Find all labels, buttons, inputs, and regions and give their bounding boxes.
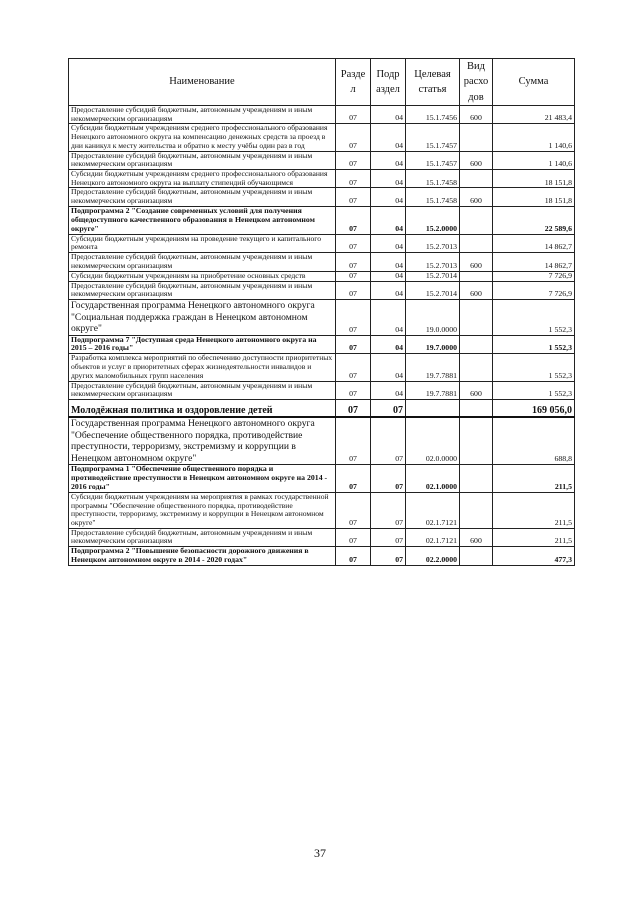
cell-target-article: 02.1.7121 [406, 492, 460, 528]
cell-sum: 22 589,6 [493, 206, 575, 234]
cell-sum: 7 726,9 [493, 271, 575, 281]
table-row [69, 234, 575, 252]
table-row [69, 528, 575, 546]
header-name: Наименование [69, 59, 336, 106]
cell-sum: 1 552,3 [493, 300, 575, 336]
cell-target-article: 15.1.7456 [406, 106, 460, 124]
table-row [69, 300, 575, 336]
cell-subsection: 07 [371, 417, 406, 465]
cell-subsection: 04 [371, 124, 406, 151]
cell-name: Подпрограмма 1 "Обеспечение общественного порядка и противодействие преступности в Ненецком автономном округе на 2014 - 2016 годы" [69, 465, 336, 493]
cell-section: 07 [336, 335, 371, 354]
table-row [69, 206, 575, 234]
cell-subsection: 07 [371, 465, 406, 493]
cell-section: 07 [336, 124, 371, 151]
cell-target-article [406, 400, 460, 418]
cell-section: 07 [336, 170, 371, 188]
cell-section: 07 [336, 234, 371, 252]
cell-name: Разработка комплекса мероприятий по обеспечению доступности приоритетных объектов и услуг в приоритетных сферах жизнедеятельности инвалидов и других маломобильных групп населения [69, 354, 336, 381]
header-target: Целевая статья [406, 59, 460, 106]
header-expense-type: Вид расхо дов [460, 59, 493, 106]
cell-expense-type [460, 400, 493, 418]
cell-name: Субсидии бюджетным учреждениям среднего профессионального образования Ненецкого автономного округа на выплату стипендий обучающимся [69, 170, 336, 188]
cell-sum: 7 726,9 [493, 281, 575, 299]
cell-section: 07 [336, 106, 371, 124]
table-row [69, 170, 575, 188]
cell-expense-type: 600 [460, 528, 493, 546]
cell-subsection: 04 [371, 354, 406, 381]
cell-sum: 1 140,6 [493, 124, 575, 151]
cell-name: Предоставление субсидий бюджетным, автономным учреждениям и иным некоммерческим организациям [69, 528, 336, 546]
cell-name: Предоставление субсидий бюджетным, автономным учреждениям и иным некоммерческим организациям [69, 253, 336, 271]
cell-name: Предоставление субсидий бюджетным, автономным учреждениям и иным некоммерческим организациям [69, 381, 336, 399]
cell-name: Государственная программа Ненецкого автономного округа "Социальная поддержка граждан в Ненецком автономном округе" [69, 300, 336, 336]
cell-name: Субсидии бюджетным учреждениям на проведение текущего и капитального ремонта [69, 234, 336, 252]
cell-name: Субсидии бюджетным учреждениям на приобретение основных средств [69, 271, 336, 281]
cell-target-article: 15.1.7458 [406, 188, 460, 206]
cell-expense-type: 600 [460, 188, 493, 206]
cell-expense-type [460, 300, 493, 336]
cell-expense-type: 600 [460, 151, 493, 169]
table-row [69, 271, 575, 281]
table-row [69, 417, 575, 465]
cell-section: 07 [336, 354, 371, 381]
header-subsection: Подр аздел [371, 59, 406, 106]
cell-name: Государственная программа Ненецкого автономного округа "Обеспечение общественного порядка, противодействие преступности, терроризму, экстремизму и коррупции в Ненецком автономном округе" [69, 417, 336, 465]
cell-sum: 1 140,6 [493, 151, 575, 169]
cell-subsection: 04 [371, 300, 406, 336]
cell-target-article: 19.0.0000 [406, 300, 460, 336]
cell-target-article: 02.1.0000 [406, 465, 460, 493]
cell-section: 07 [336, 206, 371, 234]
table-row [69, 465, 575, 493]
table-row [69, 188, 575, 206]
cell-section: 07 [336, 300, 371, 336]
cell-name: Субсидии бюджетным учреждениям среднего профессионального образования Ненецкого автономного округа на компенсацию денежных средств за проезд в дни каникул к месту жительства и обратно к месту учёбы один раз в год [69, 124, 336, 151]
table-row [69, 151, 575, 169]
cell-expense-type [460, 170, 493, 188]
cell-sum: 477,3 [493, 547, 575, 566]
cell-section: 07 [336, 417, 371, 465]
cell-target-article: 15.1.7458 [406, 170, 460, 188]
cell-sum: 1 552,3 [493, 381, 575, 399]
cell-section: 07 [336, 381, 371, 399]
cell-sum: 688,8 [493, 417, 575, 465]
table-row [69, 400, 575, 418]
table-row [69, 253, 575, 271]
cell-target-article: 15.2.7013 [406, 234, 460, 252]
cell-target-article: 15.2.7013 [406, 253, 460, 271]
cell-sum: 211,5 [493, 528, 575, 546]
cell-subsection: 04 [371, 170, 406, 188]
cell-target-article: 19.7.7881 [406, 354, 460, 381]
cell-section: 07 [336, 271, 371, 281]
table-row [69, 547, 575, 566]
cell-sum: 1 552,3 [493, 354, 575, 381]
header-sum: Сумма [493, 59, 575, 106]
cell-sum: 211,5 [493, 492, 575, 528]
cell-expense-type [460, 234, 493, 252]
cell-target-article: 15.2.0000 [406, 206, 460, 234]
cell-subsection: 04 [371, 381, 406, 399]
cell-name: Подпрограмма 2 "Повышение безопасности дорожного движения в Ненецком автономном округе в 2014 - 2020 годах" [69, 547, 336, 566]
header-section: Разде л [336, 59, 371, 106]
table-row [69, 281, 575, 299]
cell-expense-type: 600 [460, 381, 493, 399]
cell-name: Предоставление субсидий бюджетным, автономным учреждениям и иным некоммерческим организациям [69, 281, 336, 299]
cell-name: Предоставление субсидий бюджетным, автономным учреждениям и иным некоммерческим организациям [69, 151, 336, 169]
cell-subsection: 04 [371, 188, 406, 206]
table-row [69, 106, 575, 124]
table-row [69, 492, 575, 528]
cell-name: Подпрограмма 7 "Доступная среда Ненецкого автономного округа на 2015 – 2016 годы" [69, 335, 336, 354]
cell-subsection: 04 [371, 206, 406, 234]
cell-target-article: 02.0.0000 [406, 417, 460, 465]
cell-section: 07 [336, 400, 371, 418]
cell-subsection: 07 [371, 492, 406, 528]
cell-sum: 14 862,7 [493, 253, 575, 271]
cell-section: 07 [336, 253, 371, 271]
cell-expense-type [460, 417, 493, 465]
cell-sum: 18 151,8 [493, 188, 575, 206]
cell-section: 07 [336, 151, 371, 169]
cell-expense-type: 600 [460, 253, 493, 271]
cell-sum: 18 151,8 [493, 170, 575, 188]
cell-subsection: 04 [371, 106, 406, 124]
cell-target-article: 15.1.7457 [406, 151, 460, 169]
cell-sum: 211,5 [493, 465, 575, 493]
cell-subsection: 04 [371, 335, 406, 354]
page-number: 37 [314, 846, 326, 860]
cell-subsection: 04 [371, 151, 406, 169]
cell-section: 07 [336, 492, 371, 528]
cell-name: Молодёжная политика и оздоровление детей [69, 400, 336, 418]
cell-section: 07 [336, 528, 371, 546]
cell-expense-type [460, 124, 493, 151]
cell-expense-type [460, 354, 493, 381]
cell-expense-type [460, 335, 493, 354]
cell-section: 07 [336, 188, 371, 206]
cell-target-article: 15.2.7014 [406, 281, 460, 299]
table-row [69, 354, 575, 381]
cell-sum: 169 056,0 [493, 400, 575, 418]
cell-subsection: 04 [371, 234, 406, 252]
cell-sum: 14 862,7 [493, 234, 575, 252]
cell-subsection: 04 [371, 281, 406, 299]
cell-expense-type [460, 465, 493, 493]
cell-target-article: 15.1.7457 [406, 124, 460, 151]
cell-target-article: 02.2.0000 [406, 547, 460, 566]
cell-name: Предоставление субсидий бюджетным, автономным учреждениям и иным некоммерческим организациям [69, 188, 336, 206]
cell-sum: 21 483,4 [493, 106, 575, 124]
cell-target-article: 19.7.0000 [406, 335, 460, 354]
cell-section: 07 [336, 281, 371, 299]
cell-expense-type: 600 [460, 106, 493, 124]
cell-subsection: 07 [371, 547, 406, 566]
cell-expense-type [460, 492, 493, 528]
cell-sum: 1 552,3 [493, 335, 575, 354]
cell-section: 07 [336, 547, 371, 566]
budget-table [68, 58, 575, 566]
cell-expense-type: 600 [460, 281, 493, 299]
cell-subsection: 07 [371, 528, 406, 546]
cell-subsection: 07 [371, 400, 406, 418]
cell-target-article: 02.1.7121 [406, 528, 460, 546]
cell-expense-type [460, 271, 493, 281]
cell-section: 07 [336, 465, 371, 493]
table-row [69, 335, 575, 354]
table-header-row [69, 59, 575, 106]
cell-name: Субсидии бюджетным учреждениям на мероприятия в рамках государственной программы "Обеспечение общественного порядка, противодействие преступности, терроризму, экстремизму и коррупции в Ненецком автономном округе" [69, 492, 336, 528]
cell-subsection: 04 [371, 253, 406, 271]
cell-target-article: 19.7.7881 [406, 381, 460, 399]
cell-subsection: 04 [371, 271, 406, 281]
table-row [69, 124, 575, 151]
table-row [69, 381, 575, 399]
cell-name: Подпрограмма 2 "Создание современных условий для получения общедоступного качественного образования в Ненецком автономном округе" [69, 206, 336, 234]
cell-target-article: 15.2.7014 [406, 271, 460, 281]
cell-expense-type [460, 547, 493, 566]
cell-name: Предоставление субсидий бюджетным, автономным учреждениям и иным некоммерческим организациям [69, 106, 336, 124]
cell-expense-type [460, 206, 493, 234]
